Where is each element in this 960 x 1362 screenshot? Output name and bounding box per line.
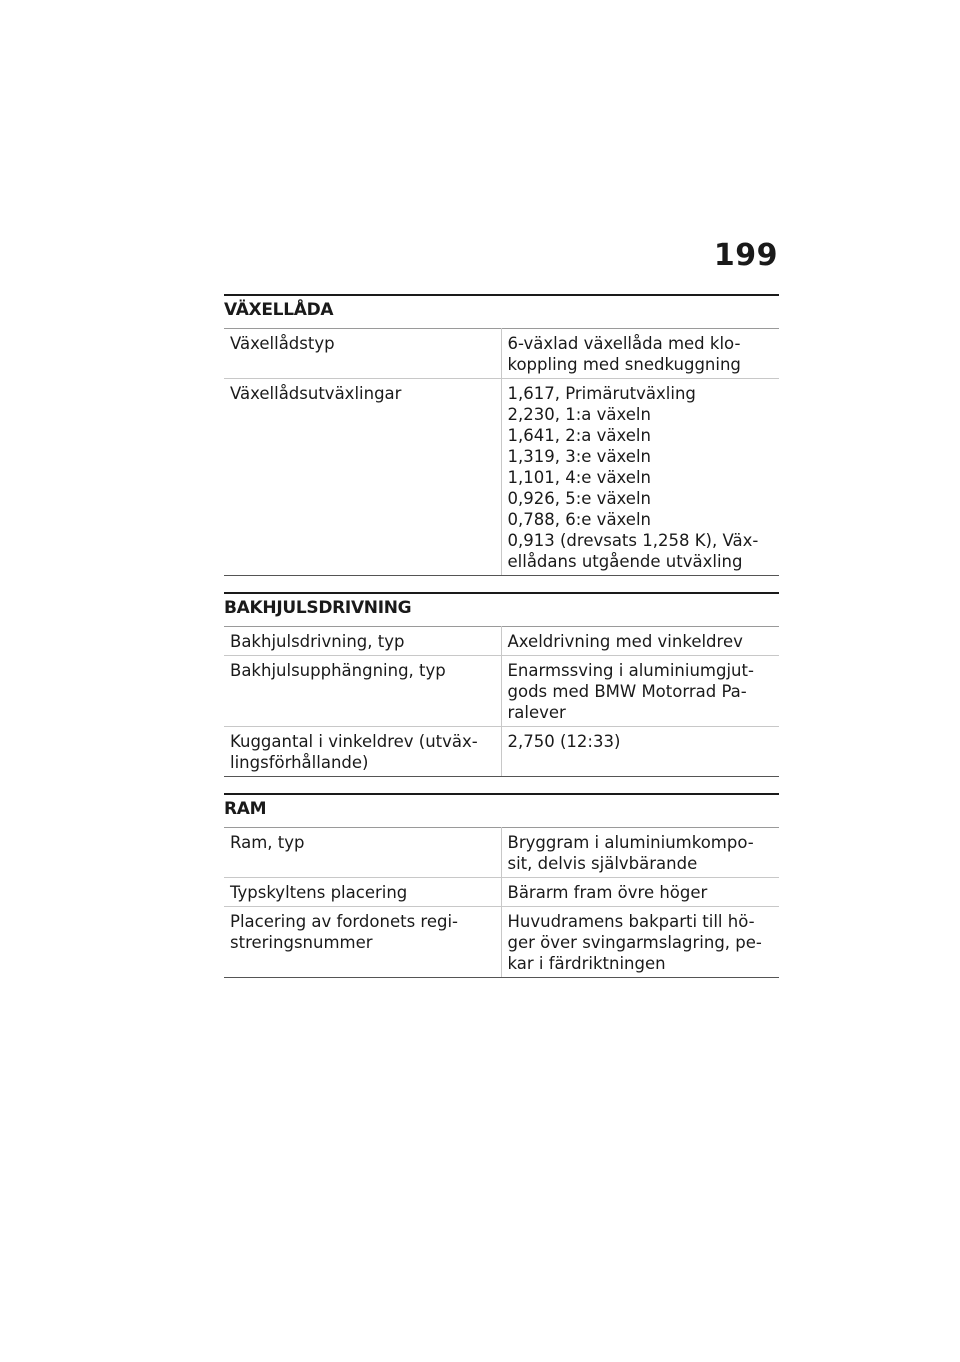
row-value: Axeldrivning med vinkeldrev bbox=[501, 627, 779, 656]
row-label: Placering av fordonets regi- streringsnummer bbox=[224, 907, 501, 978]
table-row bbox=[224, 379, 779, 576]
table-row bbox=[224, 907, 779, 978]
table-row bbox=[224, 727, 779, 777]
table-row bbox=[224, 828, 779, 878]
table-row bbox=[224, 878, 779, 907]
section-transmission bbox=[224, 294, 779, 576]
row-label: Växellådstyp bbox=[224, 329, 501, 379]
page-number: 199 bbox=[713, 238, 778, 273]
row-label: Kuggantal i vinkeldrev (utväx- lingsförhållande) bbox=[224, 727, 501, 777]
row-value: Enarmssving i aluminiumgjut- gods med BMW Motorrad Pa- ralever bbox=[501, 656, 779, 727]
row-value: 2,750 (12:33) bbox=[501, 727, 779, 777]
row-value: Bryggram i aluminiumkompo- sit, delvis självbärande bbox=[501, 828, 779, 878]
row-value: Huvudramens bakparti till hö- ger över svingarmslagring, pe- kar i färdriktningen bbox=[501, 907, 779, 978]
section-heading: VÄXELLÅDA bbox=[224, 294, 779, 328]
row-label: Ram, typ bbox=[224, 828, 501, 878]
spec-table bbox=[224, 827, 779, 978]
row-value: 1,617, Primärutväxling 2,230, 1:a växeln 1,641, 2:a växeln 1,319, 3:e växeln 1,101, 4:e växeln 0,926, 5:e växeln 0,788, 6:e växeln 0,913 (drevsats 1,258 K), Väx- ellådans utgående utväxling bbox=[501, 379, 779, 576]
row-value: Bärarm fram övre höger bbox=[501, 878, 779, 907]
row-label: Typskyltens placering bbox=[224, 878, 501, 907]
spec-table bbox=[224, 626, 779, 777]
section-heading: RAM bbox=[224, 793, 779, 827]
table-row bbox=[224, 627, 779, 656]
row-label: Bakhjulsupphängning, typ bbox=[224, 656, 501, 727]
row-label: Bakhjulsdrivning, typ bbox=[224, 627, 501, 656]
spec-content bbox=[224, 294, 779, 994]
row-label: Växellådsutväxlingar bbox=[224, 379, 501, 576]
table-row bbox=[224, 329, 779, 379]
table-row bbox=[224, 656, 779, 727]
row-value: 6-växlad växellåda med klo- koppling med snedkuggning bbox=[501, 329, 779, 379]
section-frame bbox=[224, 793, 779, 978]
spec-table bbox=[224, 328, 779, 576]
section-heading: BAKHJULSDRIVNING bbox=[224, 592, 779, 626]
section-rear-wheel-drive bbox=[224, 592, 779, 777]
